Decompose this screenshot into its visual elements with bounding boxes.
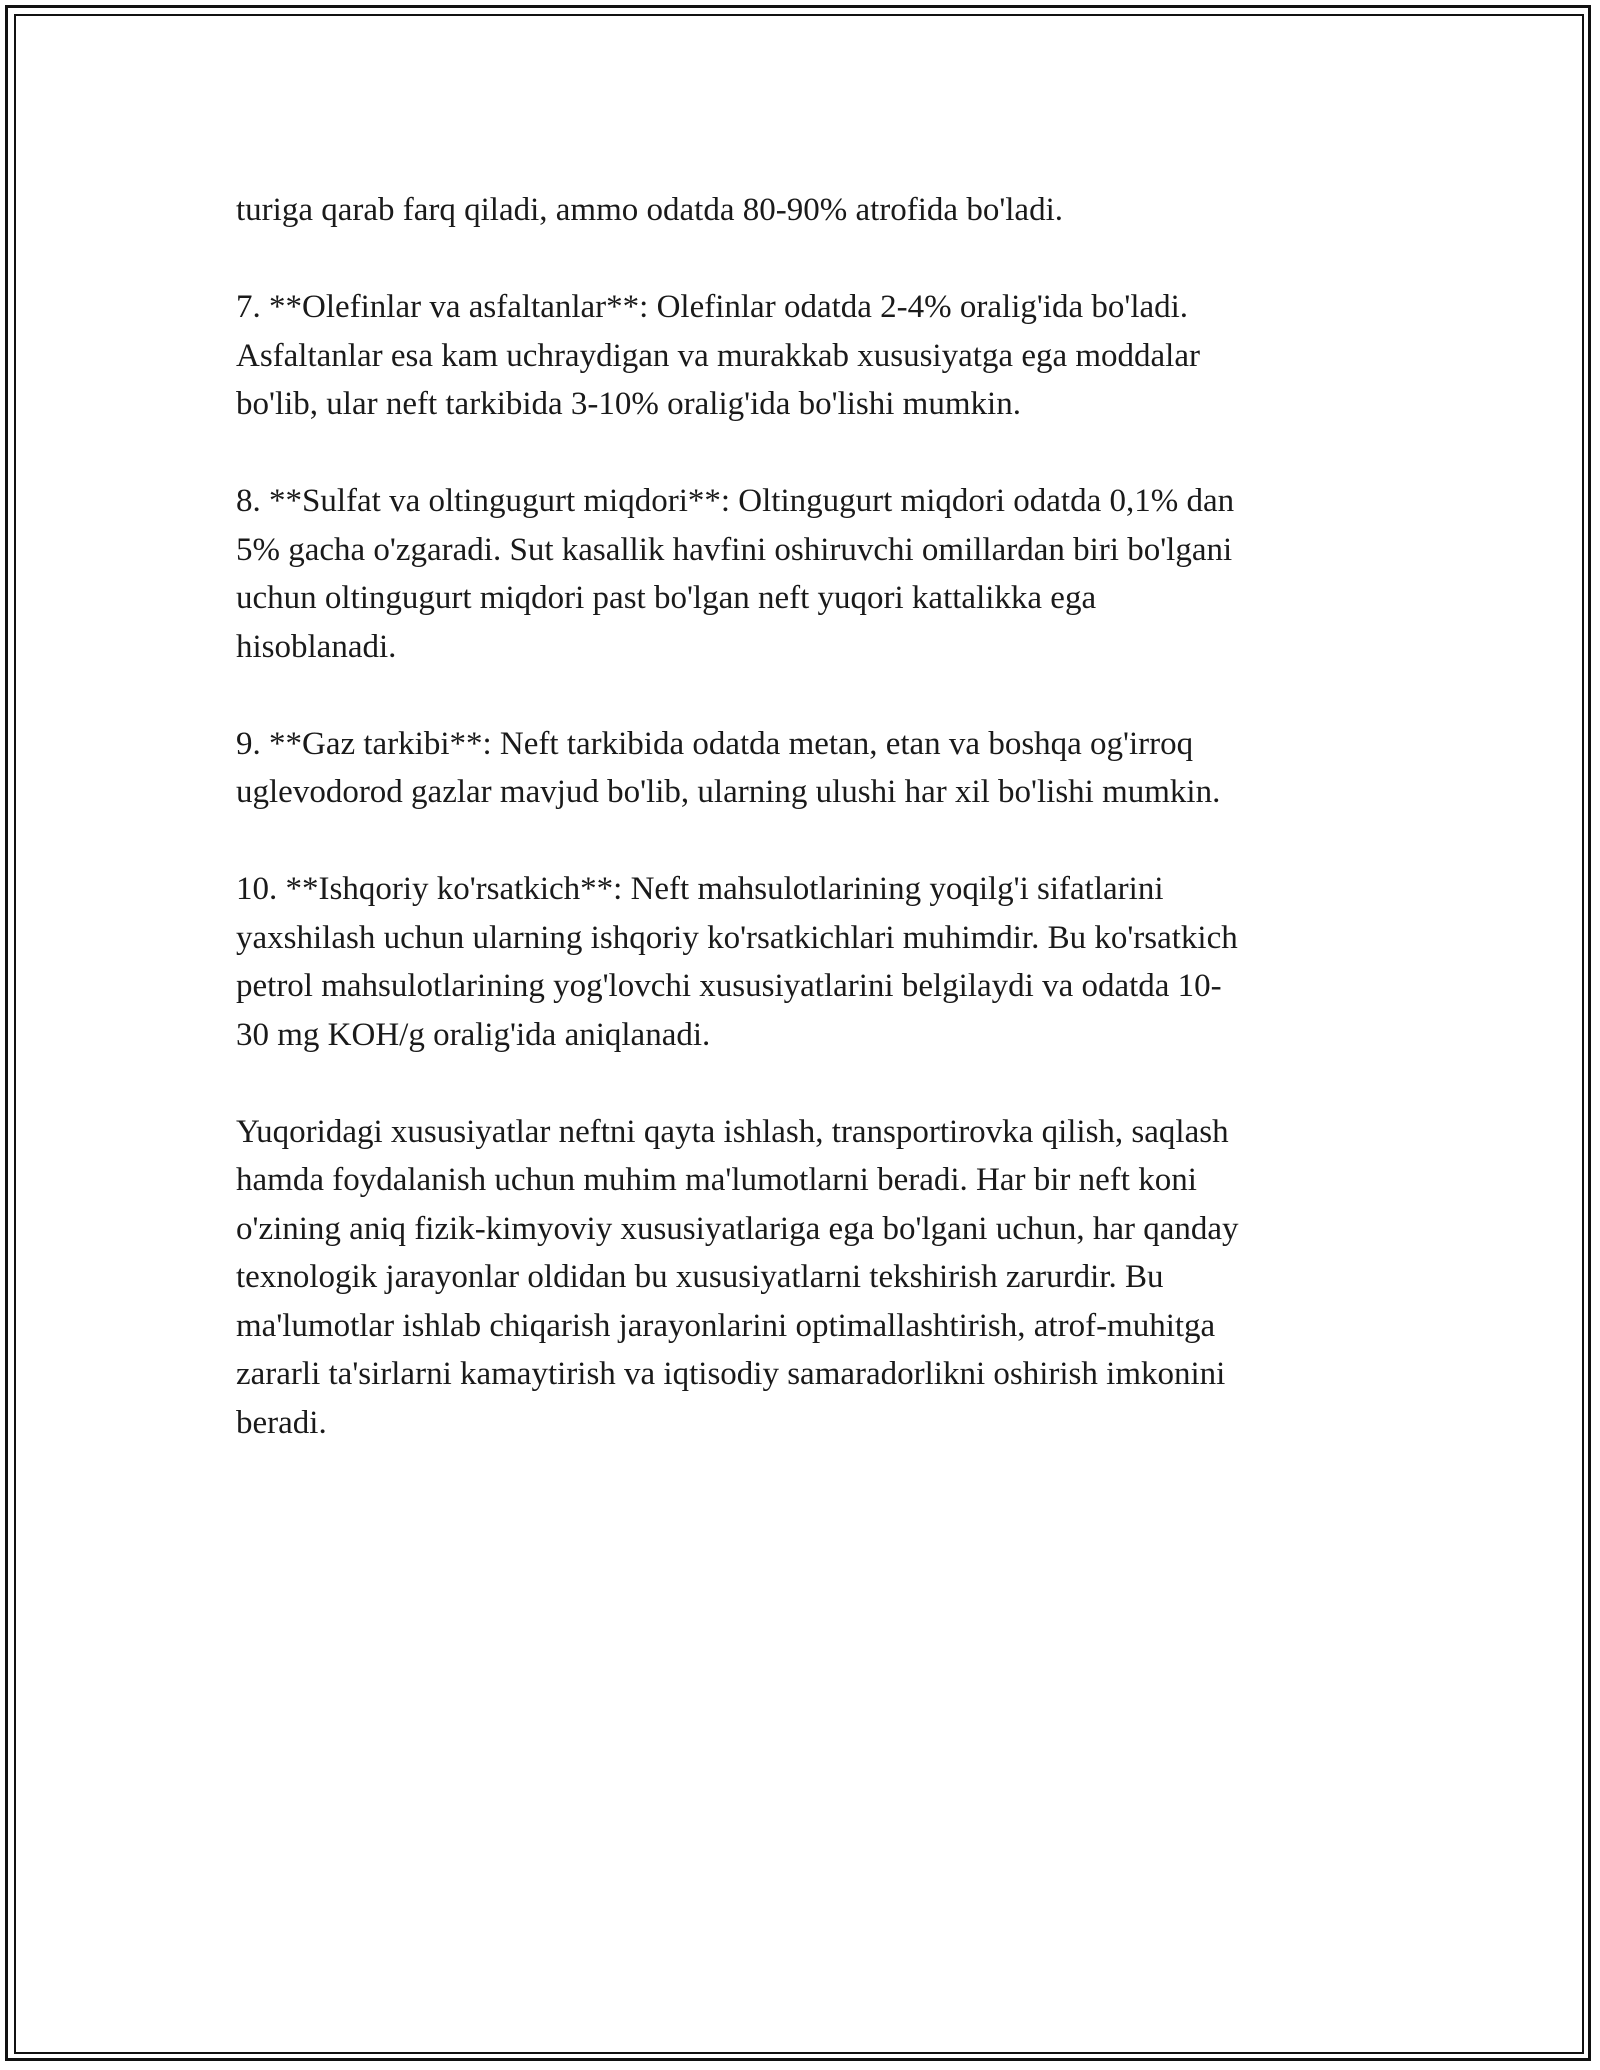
text-line: 7. **Olefinlar va asfaltanlar**: Olefinlar odatda 2-4% oralig'ida bo'ladi.: [236, 289, 1189, 325]
text-line: Yuqoridagi xususiyatlar neftni qayta ishlash, transportirovka qilish, saqlash: [236, 1113, 1229, 1150]
text-line: 30 mg KOH/g oralig'ida aniqlanadi.: [236, 1016, 711, 1053]
text-line: 10. **Ishqoriy ko'rsatkich**: Neft mahsulotlarining yoqilg'i sifatlarini: [236, 871, 1164, 907]
text-line: Asfaltanlar esa kam uchraydigan va murakkab xususiyatga ega moddalar: [236, 337, 1200, 374]
text-line: turiga qarab farq qiladi, ammo odatda 80-90% atrofida bo'ladi.: [236, 192, 1063, 228]
paragraph-item-9: [236, 720, 1366, 817]
text-line: hisoblanadi.: [236, 628, 397, 665]
paragraph-item-8: [236, 477, 1366, 671]
text-line: 8. **Sulfat va oltingugurt miqdori**: Oltingugurt miqdori odatda 0,1% dan: [236, 483, 1235, 519]
text-line: ma'lumotlar ishlab chiqarish jarayonlarini optimallashtirish, atrof-muhitga: [236, 1307, 1216, 1344]
text-line: bo'lib, ular neft tarkibida 3-10% oralig'ida bo'lishi mumkin.: [236, 386, 1021, 422]
text-line: o'zining aniq fizik-kimyoviy xususiyatlariga ega bo'lgani uchun, har qanday: [236, 1210, 1239, 1247]
text-line: 5% gacha o'zgaradi. Sut kasallik havfini oshiruvchi omillardan biri bo'lgani: [236, 531, 1233, 568]
text-line: uchun oltingugurt miqdori past bo'lgan neft yuqori kattalikka ega: [236, 580, 1097, 616]
paragraph-conclusion: [236, 1108, 1366, 1448]
paragraph-item-7: [236, 283, 1366, 429]
paragraph-item-10: [236, 865, 1366, 1059]
text-line: beradi.: [236, 1404, 327, 1441]
text-line: 9. **Gaz tarkibi**: Neft tarkibida odatda metan, etan va boshqa og'irroq: [236, 725, 1194, 762]
paragraph-continuation: [236, 186, 1366, 235]
text-line: texnologik jarayonlar oldidan bu xususiyatlarni tekshirish zarurdir. Bu: [236, 1259, 1164, 1295]
document-body: [236, 186, 1366, 1496]
text-line: uglevodorod gazlar mavjud bo'lib, ularning ulushi har xil bo'lishi mumkin.: [236, 774, 1221, 810]
text-line: petrol mahsulotlarining yog'lovchi xususiyatlarini belgilaydi va odatda 10-: [236, 968, 1222, 1004]
text-line: hamda foydalanish uchun muhim ma'lumotlarni beradi. Har bir neft koni: [236, 1162, 1197, 1198]
text-line: yaxshilash uchun ularning ishqoriy ko'rsatkichlari muhimdir. Bu ko'rsatkich: [236, 919, 1238, 956]
text-line: zararli ta'sirlarni kamaytirish va iqtisodiy samaradorlikni oshirish imkonini: [236, 1356, 1226, 1392]
